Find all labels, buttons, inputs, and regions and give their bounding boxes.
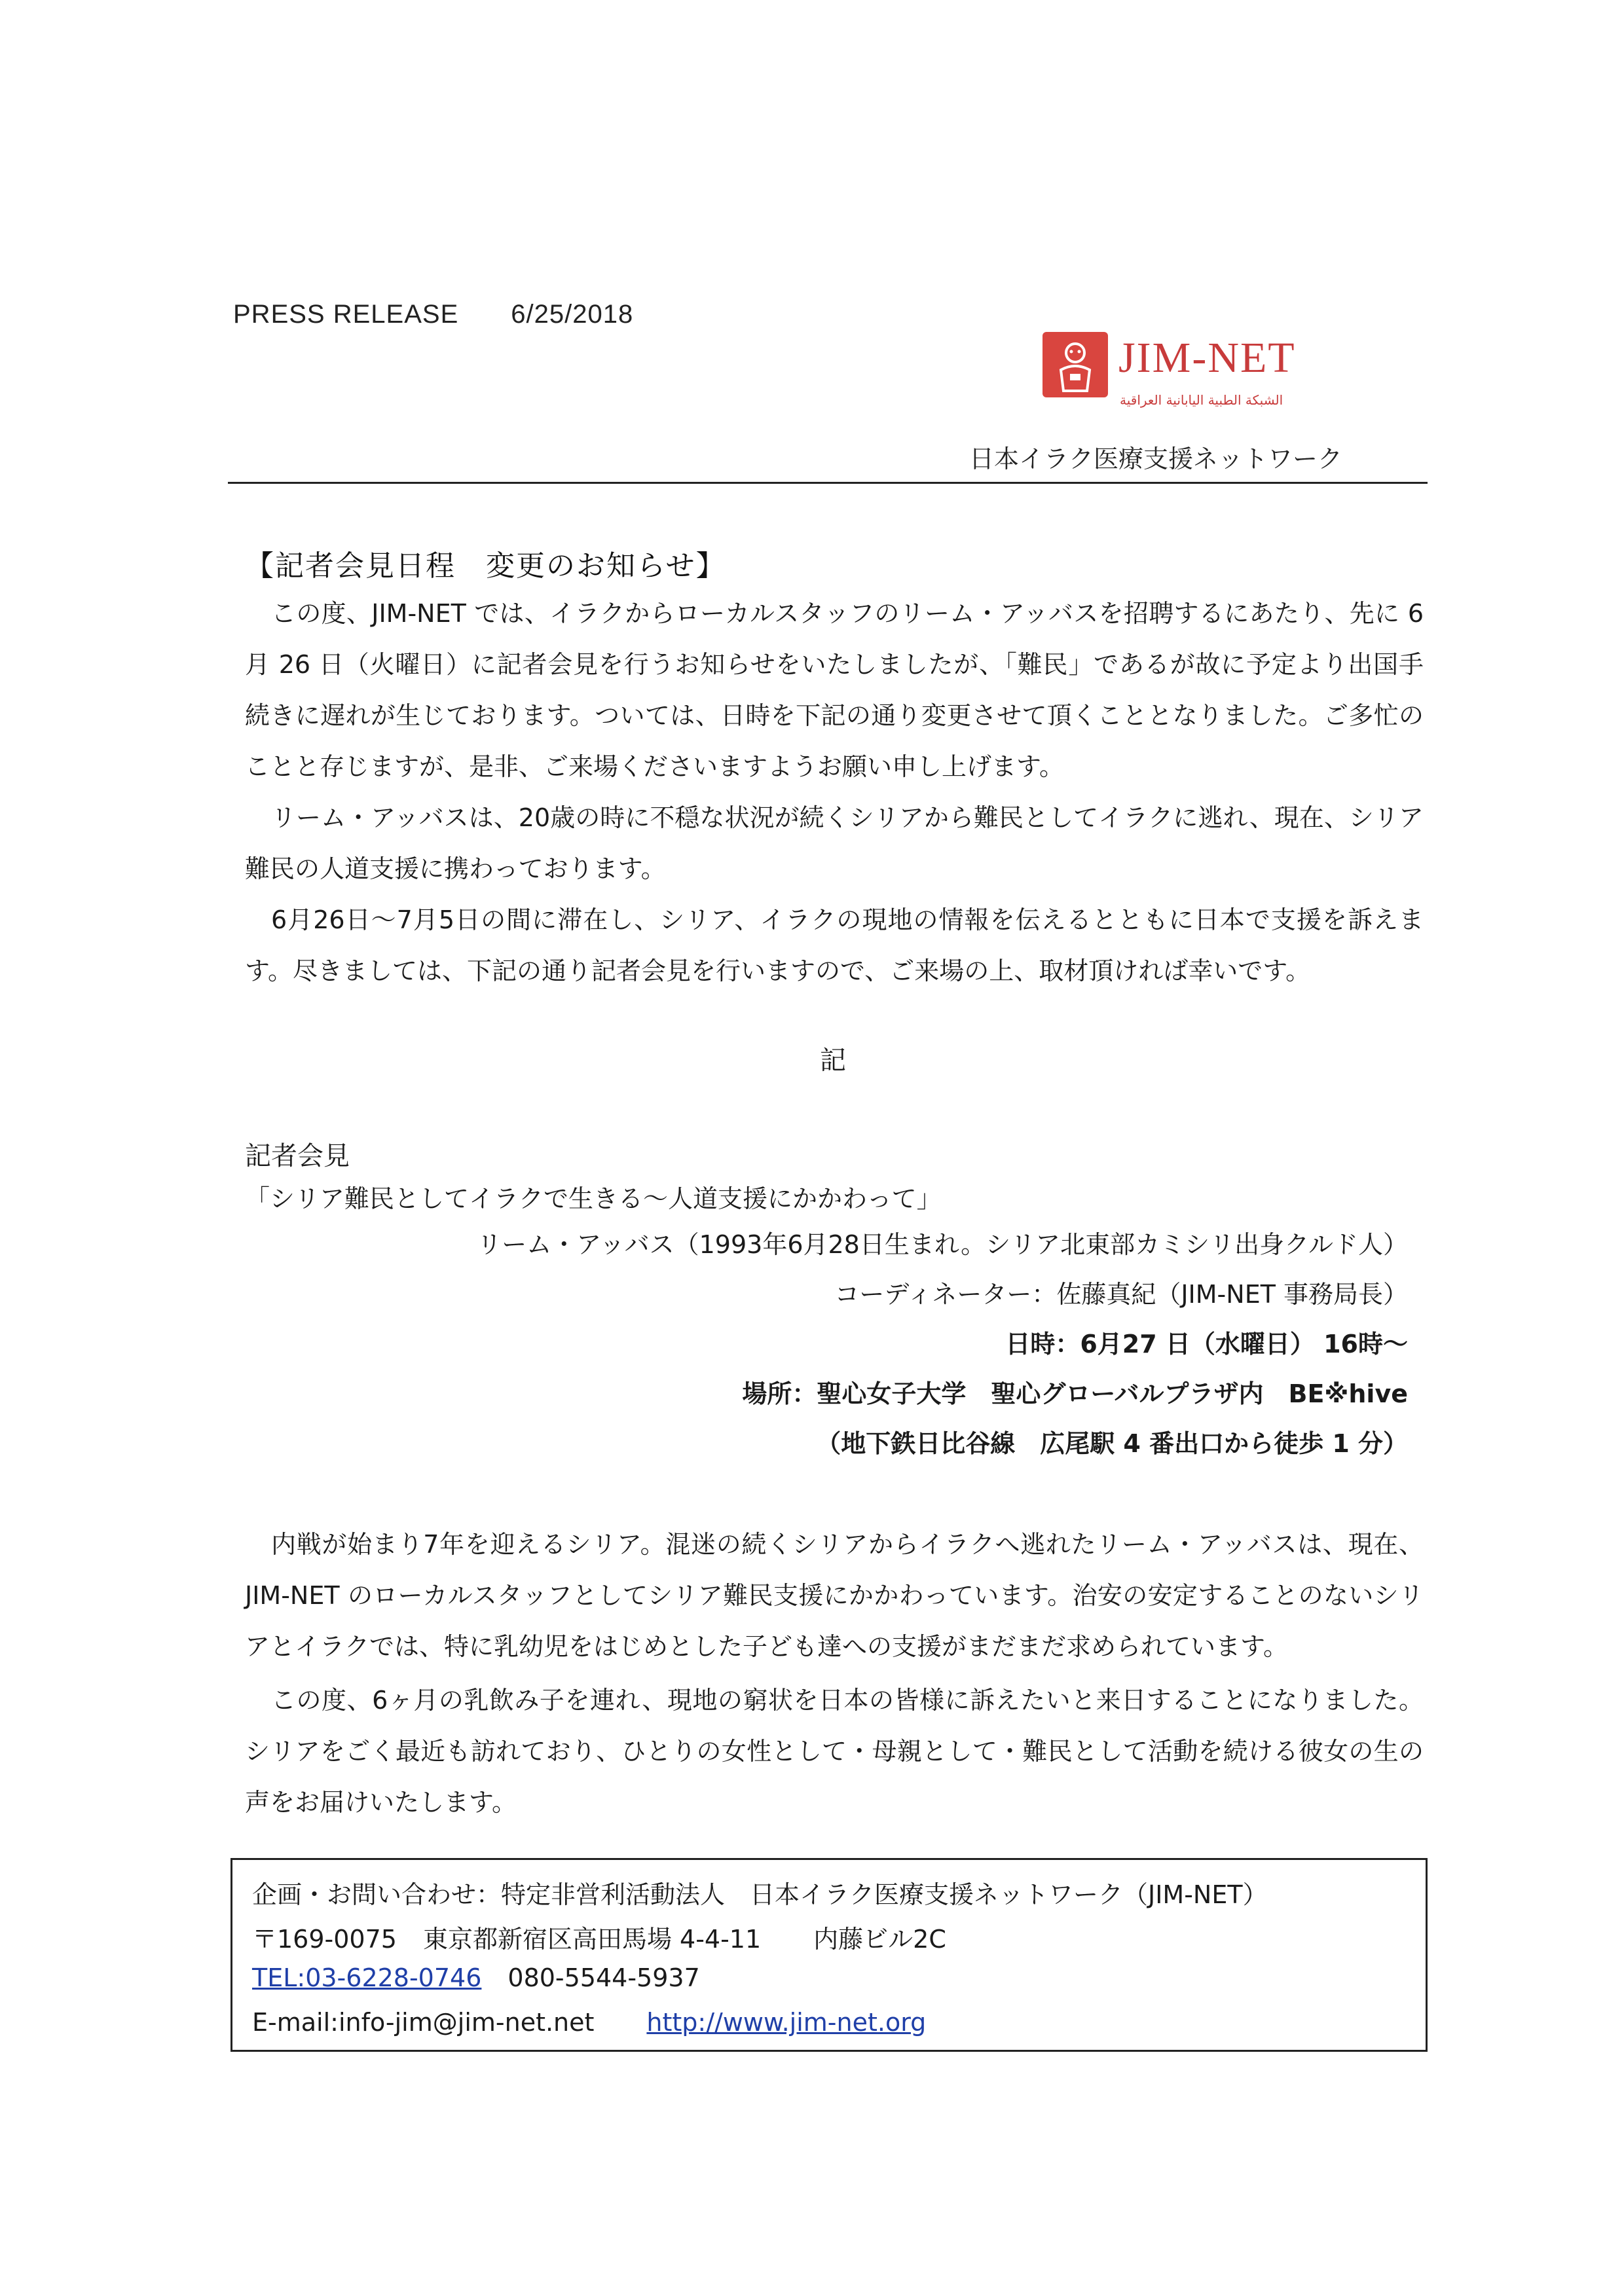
email-text: E-mail:info-jim@jim-net.net	[252, 2008, 595, 2037]
conference-datetime: 日時：6月27 日（水曜日） 16時～	[1005, 1330, 1408, 1358]
jim-net-logo	[1041, 331, 1316, 426]
conference-coordinator: コーディネーター：佐藤真紀（JIM-NET 事務局長）	[834, 1280, 1408, 1309]
paragraph-intro: この度、JIM-NET では、イラクからローカルスタッフのリーム・アッバスを招聘するにあたり、先に 6 月 26 日（火曜日）に記者会見を行うお知らせをいたしましたが、「難民」であるが故に予定より出国手続きに遅れが生じております。ついては、日時を下記の通り変更させて頂くこととなりました。ご多忙のことと存じますが、是非、ご来場くださいますようお願い申し上げます。	[245, 599, 1424, 781]
notice-title: 【記者会見日程 変更のお知らせ】	[245, 549, 726, 583]
contact-phone-line	[252, 1963, 700, 1992]
logo-emblem-icon	[1041, 331, 1113, 403]
conference-heading: 記者会見	[245, 1141, 350, 1171]
organization-name: 日本イラク医療支援ネットワーク	[969, 445, 1343, 473]
contact-box	[231, 1858, 1428, 2052]
paragraph-profile: リーム・アッバスは、20歳の時に不穏な状況が続くシリアから難民としてイラクに逃れ、現在、シリア難民の人道支援に携わっております。	[245, 803, 1424, 883]
logo-wordmark: JIM-NET	[1118, 334, 1296, 382]
header-line	[233, 300, 633, 329]
contact-organizer: 企画・お問い合わせ：特定非営利活動法人 日本イラク医療支援ネットワーク（JIM-NET）	[252, 1880, 1268, 1909]
postal-code: 〒169-0075	[252, 1925, 397, 1954]
conference-subtitle: 「シリア難民としてイラクで生きる～人道支援にかかわって」	[245, 1184, 942, 1213]
press-release-label: PRESS RELEASE	[233, 300, 459, 329]
release-date: 6/25/2018	[511, 300, 634, 329]
building-name: 内藤ビル2C	[813, 1925, 946, 1954]
conference-venue: 場所：聖心女子大学 聖心グローバルプラザ内 BE※hive	[742, 1379, 1408, 1408]
paragraph-stay: 6月26日～7月5日の間に滞在し、シリア、イラクの現地の情報を伝えるとともに日本で支援を訴えます。尽きましては、下記の通り記者会見を行いますので、ご来場の上、取材頂ければ幸いです。	[245, 905, 1424, 985]
contact-address-line	[252, 1919, 946, 1955]
street-address: 東京都新宿区高田馬場 4-4-11	[422, 1925, 762, 1954]
conference-access: （地下鉄日比谷線 広尾駅 4 番出口から徒歩 1 分）	[816, 1429, 1408, 1458]
logo-arabic-text: الشبكة الطبية اليابانية العراقية	[1120, 392, 1283, 408]
website-link[interactable]: http://www.jim-net.org	[646, 2008, 927, 2037]
mobile-number: 080-5544-5937	[507, 1963, 700, 1992]
paragraph-background: 内戦が始まり7年を迎えるシリア。混迷の続くシリアからイラクへ逃れたリーム・アッバスは、現在、JIM-NET のローカルスタッフとしてシリア難民支援にかかわっています。治安の安定することのないシリアとイラクでは、特に乳幼児をはじめとした子ども達への支援がまだまだ求められています。	[245, 1530, 1424, 1661]
header-divider	[228, 482, 1428, 484]
paragraph-visit: この度、6ヶ月の乳飲み子を連れ、現地の窮状を日本の皆様に訴えたいと来日することになりました。シリアをごく最近も訪れており、ひとりの女性として・母親として・難民として活動を続ける彼女の生の声をお届けいたします。	[245, 1686, 1424, 1817]
tel-link[interactable]: TEL:03-6228-0746	[252, 1963, 482, 1992]
ki-marker: 記	[820, 1046, 846, 1076]
contact-web-line	[252, 2008, 926, 2037]
conference-speaker: リーム・アッバス（1993年6月28日生まれ。シリア北東部カミシリ出身クルド人）	[477, 1230, 1408, 1259]
